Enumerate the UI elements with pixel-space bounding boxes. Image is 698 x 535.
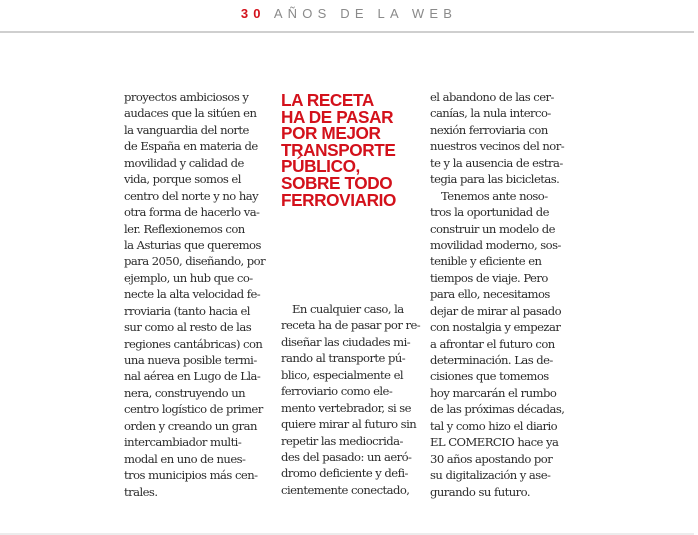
text-line: intercambiador multi- xyxy=(124,435,242,450)
text-line: cientemente conectado, xyxy=(281,482,410,497)
section-header xyxy=(0,0,698,31)
text-line: tenible y eficiente en xyxy=(430,254,542,269)
text-line: audaces que la sitúen en xyxy=(124,106,257,121)
article-column-1 xyxy=(124,89,266,500)
text-line: te y la ausencia de estra- xyxy=(430,155,563,170)
text-line: canías, la nula interco- xyxy=(430,106,551,121)
text-line: Tenemos ante noso- xyxy=(441,188,548,203)
text-line: movilidad moderno, sos- xyxy=(430,237,561,252)
text-line: nal aérea en Lugo de Lla- xyxy=(124,369,261,384)
text-line: otra forma de hacerlo va- xyxy=(124,205,260,220)
text-line: con nostalgia y empezar xyxy=(430,320,561,335)
text-line: quiere mirar al futuro sin xyxy=(281,417,417,432)
text-line: movilidad y calidad de xyxy=(124,155,244,170)
text-line: la Asturias que queremos xyxy=(124,237,261,252)
text-line: de España en materia de xyxy=(124,139,258,154)
text-line: nuestros vecinos del nor- xyxy=(430,139,565,154)
text-line: a afrontar el futuro con xyxy=(430,336,555,351)
text-line: tros la oportunidad de xyxy=(430,205,549,220)
section-label: AÑOS DE LA WEB xyxy=(273,6,458,21)
text-line: determinación. Las de- xyxy=(430,353,553,367)
text-line: EL COMERCIO hace ya xyxy=(430,435,559,450)
text-line: diseñar las ciudades mi- xyxy=(281,334,411,349)
text-line: blico, especialmente el xyxy=(281,367,404,382)
text-line: rroviaria (tanto hacia el xyxy=(124,303,250,318)
text-line: tegia para las bicicletas. xyxy=(430,172,560,187)
text-line: des del pasado: un aeró- xyxy=(281,449,412,464)
text-line: tiempos de viaje. Pero xyxy=(430,270,548,285)
headline-line: PÚBLICO, xyxy=(281,156,360,177)
article-column-3 xyxy=(430,89,570,500)
text-line: proyectos ambiciosos y xyxy=(124,90,249,104)
text-line: de las próximas décadas, xyxy=(430,402,565,417)
headline-line: TRANSPORTE xyxy=(281,139,396,160)
text-line: 30 años apostando por xyxy=(430,451,553,466)
text-line: centro del norte y no hay xyxy=(124,188,259,203)
text-line: la vanguardia del norte xyxy=(124,122,249,137)
text-line: centro logístico de primer xyxy=(124,402,263,417)
headline-line: HA DE PASAR xyxy=(281,106,394,127)
text-line: regiones cantábricas) con xyxy=(124,336,263,351)
text-line: dejar de mirar al pasado xyxy=(430,303,562,318)
headline-line: FERROVIARIO xyxy=(281,189,396,210)
pull-quote-headline xyxy=(281,92,421,208)
text-line: rando al transporte pú- xyxy=(281,351,406,366)
text-line: construir un modelo de xyxy=(430,221,555,236)
text-line: modal en uno de nues- xyxy=(124,451,246,466)
text-line: En cualquier caso, la xyxy=(292,302,404,316)
header-divider xyxy=(0,31,694,33)
text-line: el abandono de las cer- xyxy=(430,90,554,104)
section-title xyxy=(0,6,698,21)
text-line: receta ha de pasar por re- xyxy=(281,318,421,333)
text-line: trales. xyxy=(124,484,158,499)
text-line: nexión ferroviaria con xyxy=(430,122,548,137)
article-column-2 xyxy=(281,301,421,498)
text-line: hoy marcarán el rumbo xyxy=(430,385,557,400)
text-line: cisiones que tomemos xyxy=(430,369,549,384)
text-line: gurando su futuro. xyxy=(430,484,530,499)
text-line: para 2050, diseñando, por xyxy=(124,254,266,269)
text-line: necte la alta velocidad fe- xyxy=(124,287,261,302)
headline-line: SOBRE TODO xyxy=(281,172,393,193)
text-line: repetir las mediocrida- xyxy=(281,433,403,448)
text-line: su digitalización y ase- xyxy=(430,468,551,483)
text-line: una nueva posible termi- xyxy=(124,353,257,367)
text-line: vida, porque somos el xyxy=(124,172,241,187)
text-line: sur como al resto de las xyxy=(124,320,252,335)
section-number: 30 xyxy=(240,6,266,21)
text-line: mento vertebrador, si se xyxy=(281,400,411,415)
text-line: nera, construyendo un xyxy=(124,385,246,400)
headline-line: LA RECETA xyxy=(281,90,374,110)
headline-line: POR MEJOR xyxy=(281,123,381,144)
text-line: para ello, necesitamos xyxy=(430,287,550,302)
text-line: orden y creando un gran xyxy=(124,418,257,433)
text-line: ler. Reflexionemos con xyxy=(124,221,245,236)
text-line: tal y como hizo el diario xyxy=(430,418,558,433)
text-line: ejemplo, un hub que co- xyxy=(124,270,253,285)
text-line: tros municipios más cen- xyxy=(124,468,258,483)
text-line: ferroviario como ele- xyxy=(281,384,393,399)
text-line: dromo deficiente y defi- xyxy=(281,466,408,481)
